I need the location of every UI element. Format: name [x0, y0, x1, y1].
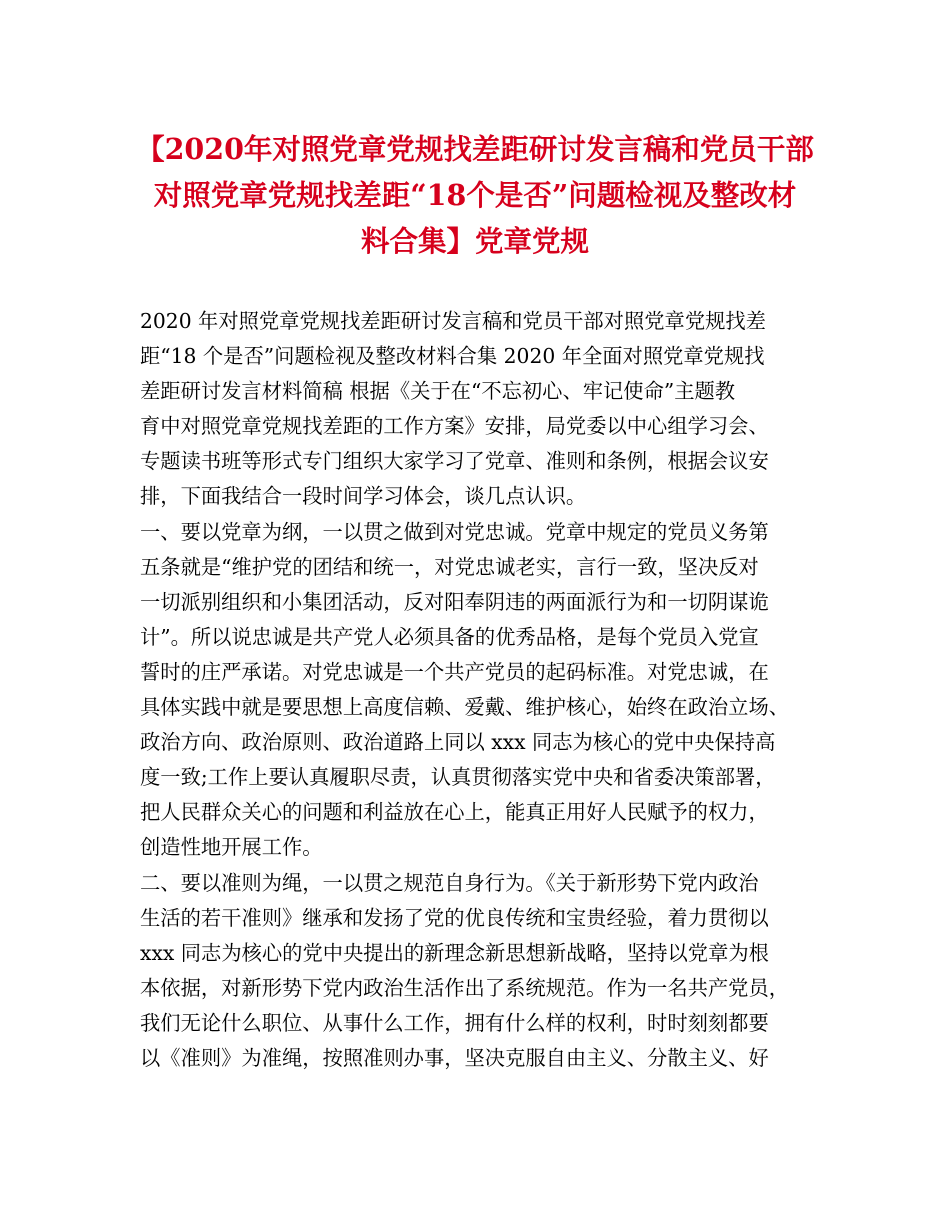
body-line: 差距研讨发言材料简稿 根据《关于在“不忘初心、牢记使命”主题教	[140, 379, 736, 404]
title-line: 料合集】党章党规	[360, 224, 589, 258]
body-line: 以《准则》为准绳，按照准则办事，坚决克服自由主义、分散主义、好	[140, 1045, 769, 1070]
body-line: 生活的若干准则》继承和发扬了党的优良传统和宝贵经验，着力贯彻以	[140, 905, 769, 930]
document-title	[130, 126, 820, 264]
body-line: 距“18 个是否”问题检视及整改材料合集 2020 年全面对照党章党规找	[140, 344, 765, 369]
body-line: 誓时的庄严承诺。对党忠诚是一个共产党员的起码标准。对党忠诚，在	[140, 659, 769, 684]
body-line: 2020 年对照党章党规找差距研讨发言稿和党员干部对照党章党规找差	[140, 309, 766, 333]
title-line: 对照党章党规找差距“18个是否”问题检视及整改材	[153, 178, 797, 212]
body-line: 度一致;工作上要认真履职尽责，认真贯彻落实党中央和省委决策部署，	[140, 765, 776, 790]
body-line: 排，下面我结合一段时间学习体会，谈几点认识。	[140, 484, 587, 509]
title-line: 【2020年对照党章党规找差距研讨发言稿和党员干部	[136, 132, 814, 166]
body-line: 一切派别组织和小集团活动，反对阳奉阴违的两面派行为和一切阴谋诡	[140, 589, 769, 614]
body-line: 具体实践中就是要思想上高度信赖、爱戴、维护核心，始终在政治立场、	[140, 695, 790, 720]
body-line: 育中对照党章党规找差距的工作方案》安排，局党委以中心组学习会、	[140, 414, 769, 439]
body-line: 计”。所以说忠诚是共产党人必须具备的优秀品格，是每个党员入党宣	[140, 624, 759, 649]
body-line: 一、要以党章为纲，一以贯之做到对党忠诚。党章中规定的党员义务第	[140, 519, 769, 544]
body-line: 二、要以准则为绳，一以贯之规范自身行为。《关于新形势下党内政治	[140, 870, 759, 895]
body-line: 创造性地开展工作。	[140, 835, 323, 860]
body-line: 五条就是“维护党的团结和统一，对党忠诚老实，言行一致，坚决反对	[140, 554, 759, 579]
body-line: 专题读书班等形式专门组织大家学习了党章、准则和条例，根据会议安	[140, 449, 769, 474]
body-line: 把人民群众关心的问题和利益放在心上，能真正用好人民赋予的权力，	[140, 800, 769, 825]
document-body	[140, 304, 820, 1076]
body-line: xxx 同志为核心的党中央提出的新理念新思想新战略，坚持以党章为根	[140, 940, 769, 965]
body-line: 本依据，对新形势下党内政治生活作出了系统规范。作为一名共产党员，	[140, 975, 790, 1000]
body-line: 政治方向、政治原则、政治道路上同以 xxx 同志为核心的党中央保持高	[140, 730, 776, 755]
body-line: 我们无论什么职位、从事什么工作，拥有什么样的权利，时时刻刻都要	[140, 1010, 769, 1035]
